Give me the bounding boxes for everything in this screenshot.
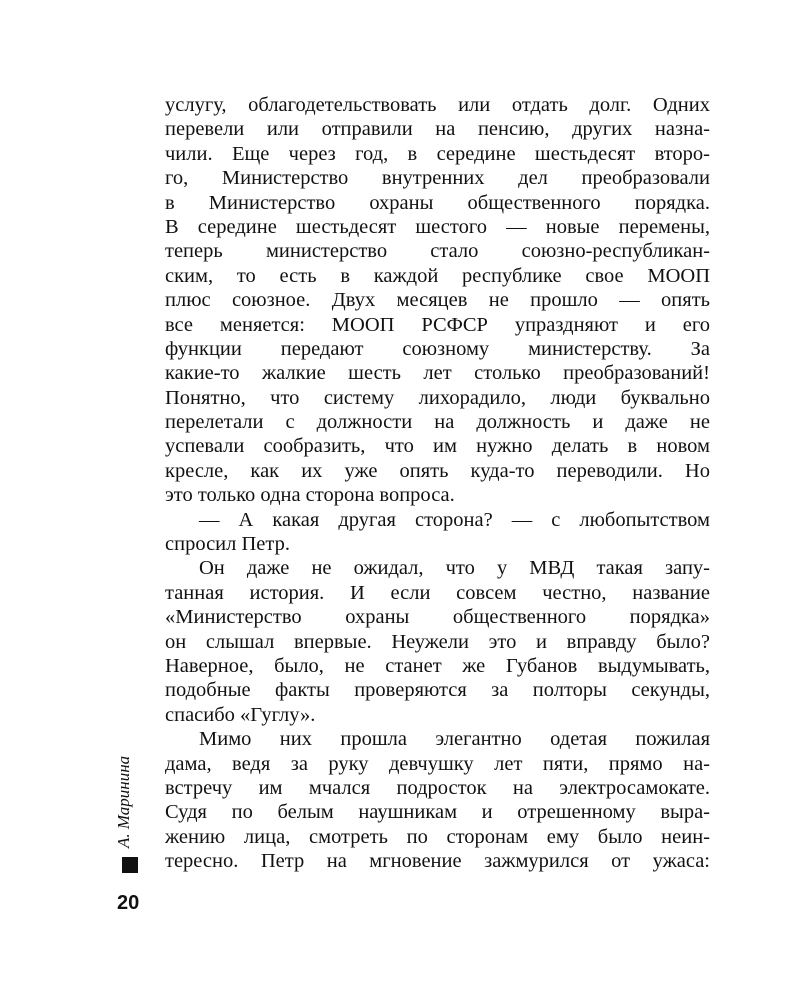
text-line: услугу, облагодетельствовать или отдать долг. Одних <box>165 94 710 116</box>
text-line: плюс союзное. Двух месяцев не прошло — опять <box>165 289 710 312</box>
text-line: это только одна сторона вопроса. <box>165 484 455 507</box>
text-line: перевели или отправили на пенсию, других назна- <box>165 118 710 141</box>
text-line: — А какая другая сторона? — с любопытством <box>199 508 710 531</box>
text-line: перелетали с должности на должность и даже не <box>165 411 710 434</box>
text-line: все меняется: МООП РСФСР упраздняют и его <box>165 313 710 336</box>
text-line: тересно. Петр на мгновение зажмурился от ужаса: <box>165 850 710 873</box>
running-author: А. Маринина <box>114 755 133 848</box>
text-line: Понятно, что систему лихорадило, люди буквально <box>165 386 710 409</box>
body-text <box>165 93 710 874</box>
text-line: спасибо «Гуглу». <box>165 703 316 726</box>
text-line: функции передают союзному министерству. За <box>165 337 710 360</box>
page-number: 20 <box>117 892 140 914</box>
text-line: Наверное, было, не станет же Губанов выдумывать, <box>165 654 710 677</box>
text-line: подобные факты проверяются за полторы секунды, <box>165 679 710 702</box>
margin-marker <box>122 857 138 873</box>
text-line: успевали сообразить, что им нужно делать в новом <box>165 435 710 458</box>
text-line: Мимо них прошла элегантно одетая пожилая <box>199 728 710 751</box>
text-line: «Министерство охраны общественного порядка» <box>165 606 710 629</box>
text-line: чили. Еще через год, в середине шестьдесят второ- <box>165 142 710 165</box>
text-line: В середине шестьдесят шестого — новые перемены, <box>165 215 710 238</box>
text-line: го, Министерство внутренних дел преобразовали <box>165 167 710 190</box>
text-line: кресле, как их уже опять куда-то переводили. Но <box>165 459 710 482</box>
text-line: какие-то жалкие шесть лет столько преобразований! <box>165 362 710 385</box>
text-line: он слышал впервые. Неужели это и вправду было? <box>165 630 710 653</box>
text-line: встречу им мчался подросток на электросамокате. <box>165 776 710 799</box>
text-line: в Министерство охраны общественного порядка. <box>165 191 710 214</box>
text-line: жению лица, смотреть по сторонам ему было неин- <box>165 825 710 848</box>
text-line: теперь министерство стало союзно-республикан- <box>165 240 710 263</box>
text-line: ским, то есть в каждой республике свое МООП <box>165 264 710 287</box>
text-line: Он даже не ожидал, что у МВД такая запу- <box>199 557 710 580</box>
text-line: танная история. И если совсем честно, название <box>165 581 710 604</box>
text-line: дама, ведя за руку девчушку лет пяти, прямо на- <box>165 752 710 775</box>
text-line: спросил Петр. <box>165 533 290 556</box>
text-line: Судя по белым наушникам и отрешенному выра- <box>165 801 710 824</box>
